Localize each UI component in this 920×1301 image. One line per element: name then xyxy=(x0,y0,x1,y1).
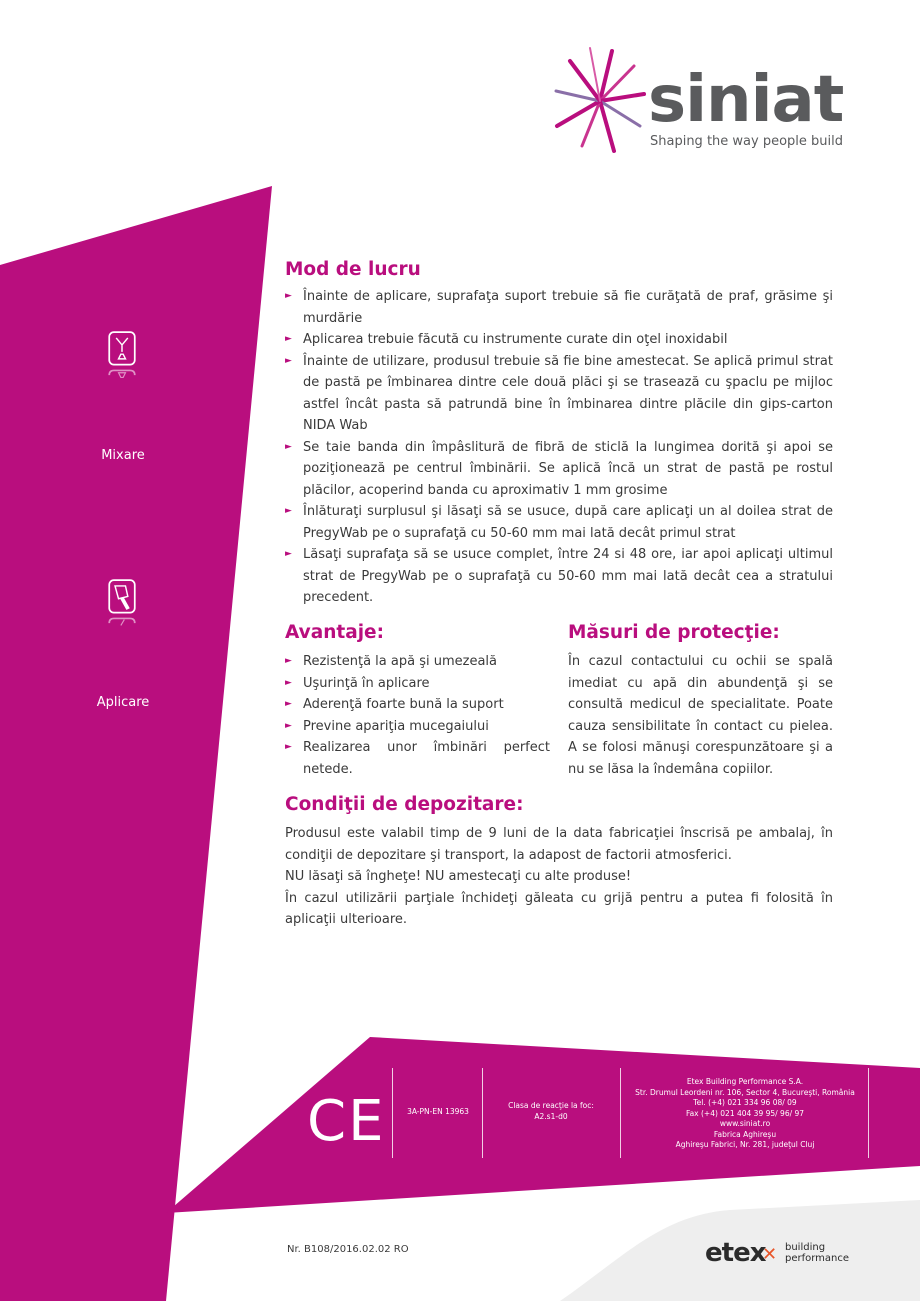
section-avantaje xyxy=(285,621,550,780)
section-title-avantaje: Avantaje: xyxy=(285,622,384,643)
fire-class-label: Clasa de reacţie la foc: xyxy=(508,1101,594,1110)
company-line: www.siniat.ro xyxy=(719,1119,771,1128)
section-masuri-protectie xyxy=(568,621,833,780)
list-item: ► Se taie banda din împâslitură de fibră de sticlă la lungimea dorită şi apoi se poziţionează pe centrul îmbinării. Se aplică încă un strat de pastă pe rostul plăcilor, acoperind banda cu aproximativ 1 mm grosime xyxy=(285,437,833,502)
mod-de-lucru-list xyxy=(285,286,833,609)
divider xyxy=(482,1068,483,1158)
company-line: Fax (+4) 021 404 39 95/ 96/ 97 xyxy=(685,1108,805,1118)
list-item: ► Realizarea unor îmbinări perfect netede. xyxy=(285,737,550,780)
etex-tagline-1: building xyxy=(785,1242,826,1253)
masuri-text: În cazul contactului cu ochii se spală imediat cu apă din abundenţă şi se consultă medicul de specialitate. Poate cauza sensibilitate în contact cu pielea. A se folosi mănuşi corespunzătoare şi a nu se lăsa la îndemâna copiilor. xyxy=(568,654,833,777)
divider xyxy=(620,1068,621,1158)
siniat-logo xyxy=(552,46,842,156)
ce-mark: CE xyxy=(307,1089,386,1154)
company-info xyxy=(624,1077,866,1151)
etex-logo xyxy=(705,1240,865,1270)
list-item: ► Aderenţă foarte bună la suport xyxy=(285,694,550,716)
section-title-masuri: Măsuri de protecţie: xyxy=(568,622,780,643)
avantaje-list xyxy=(285,651,550,780)
list-item: ► Aplicarea trebuie făcută cu instrumente curate din oţel inoxidabil xyxy=(285,329,833,351)
etex-tagline-2: performance xyxy=(785,1253,850,1264)
company-line: Str. Drumul Leordeni nr. 106, Sector 4, Bucureşti, România xyxy=(635,1087,855,1097)
fire-class-value: A2.s1-d0 xyxy=(534,1111,568,1121)
list-item: ► Înainte de utilizare, produsul trebuie să fie bine amestecat. Se aplică primul strat de pastă pe îmbinarea dintre cele două plăci şi se trasează cu şpaclu pe mijloc astfel încât pasta să patrundă bine în îmbinarea dintre plăcile din gips-carton NIDA Wab xyxy=(285,351,833,437)
divider xyxy=(392,1068,393,1158)
section-title-depozitare: Condiţii de depozitare: xyxy=(285,794,524,815)
company-line: Aghireşu Fabrici, Nr. 281, judeţul Cluj xyxy=(675,1140,815,1149)
section-mod-de-lucru xyxy=(285,258,833,609)
depozitare-paragraph: Produsul este valabil timp de 9 luni de la data fabricaţiei înscrisă pe ambalaj, în condiţii de depozitare şi transport, la adapost de factorii atmosferici. xyxy=(285,826,833,863)
section-title-mod-de-lucru: Mod de lucru xyxy=(285,259,421,280)
divider xyxy=(868,1068,869,1158)
company-line: Etex Building Performance S.A. xyxy=(686,1077,804,1086)
etex-chevron-icon: ✕ xyxy=(762,1244,778,1265)
logo-wordmark: siniat xyxy=(648,63,844,137)
company-line: Tel. (+4) 021 334 96 08/ 09 xyxy=(693,1098,797,1107)
sidebar-label-aplicare: Aplicare xyxy=(96,695,150,710)
section-depozitare xyxy=(285,793,833,931)
mixing-icon xyxy=(98,331,146,389)
etex-wordmark: etex xyxy=(705,1238,766,1268)
document-number: Nr. B108/2016.02.02 RO xyxy=(287,1244,409,1255)
logo-tagline: Shaping the way people build xyxy=(650,134,844,149)
sidebar-label-mixare: Mixare xyxy=(101,448,145,463)
standard-code: 3A-PN-EN 13963 xyxy=(407,1107,469,1116)
depozitare-paragraph: NU lăsaţi să îngheţe! NU amestecaţi cu alte produse! xyxy=(285,869,632,884)
fire-class xyxy=(486,1101,616,1122)
starburst-icon xyxy=(552,46,648,156)
list-item: ► Înlăturaţi surplusul şi lăsaţi să se usuce, după care aplicaţi un al doilea strat de PregyWab pe o suprafaţă cu 50-60 mm mai lată decât primul strat xyxy=(285,501,833,544)
trowel-icon xyxy=(98,579,146,637)
list-item: ► Rezistenţă la apă şi umezeală xyxy=(285,651,550,673)
list-item: ► Lăsaţi suprafaţa să se usuce complet, între 24 si 48 ore, iar apoi aplicaţi ultimul strat de PregyWab pe o suprafaţă cu 50-60 mm mai lată decât cea a stratului precedent. xyxy=(285,544,833,609)
list-item: ► Uşurinţă în aplicare xyxy=(285,673,550,695)
depozitare-paragraph: În cazul utilizării parţiale închideţi găleata cu grijă pentru a putea fi folosită în aplicaţii ulterioare. xyxy=(285,890,833,927)
list-item: ► Previne apariţia mucegaiului xyxy=(285,716,550,738)
list-item: ► Înainte de aplicare, suprafaţa suport trebuie să fie curăţată de praf, grăsime şi murdărie xyxy=(285,286,833,329)
company-line: Fabrica Aghireşu xyxy=(713,1129,777,1139)
